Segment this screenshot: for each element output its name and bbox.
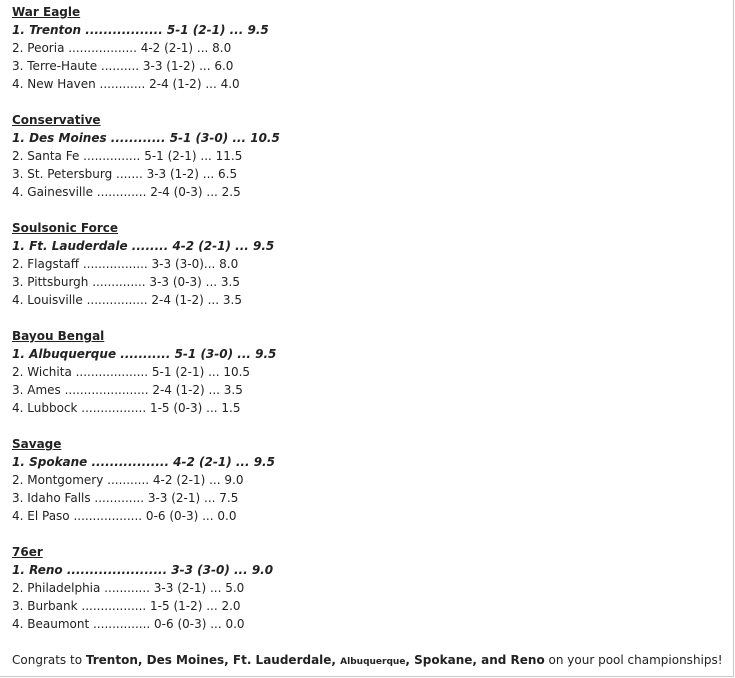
congrats-message bbox=[12, 651, 727, 669]
standing-row: 2. Philadelphia ............ 3-3 (2-1) ... 5.0 bbox=[12, 581, 245, 595]
standing-row: 3. Ames ...................... 2-4 (1-2) ... 3.5 bbox=[12, 383, 243, 397]
standing-row: 4. Gainesville ............. 2-4 (0-3) ... 2.5 bbox=[12, 185, 241, 199]
standing-row-winner: 1. Albuquerque ........... 5-1 (3-0) ... 9.5 bbox=[12, 347, 277, 361]
standing-row: 4. New Haven ............ 2-4 (1-2) ... 4.0 bbox=[12, 77, 240, 91]
pool-title: 76er bbox=[12, 545, 43, 559]
standing-row: 3. St. Petersburg ....... 3-3 (1-2) ... 6.5 bbox=[12, 167, 238, 181]
standing-row: 2. Santa Fe ............... 5-1 (2-1) ... 11.5 bbox=[12, 149, 243, 163]
congrats-tail: on your pool championships! bbox=[544, 653, 723, 667]
standing-row: 4. Beaumont ............... 0-6 (0-3) ... 0.0 bbox=[12, 617, 245, 631]
standing-row-winner: 1. Spokane ................. 4-2 (2-1) ... 9.5 bbox=[12, 455, 275, 469]
standing-row: 3. Burbank ................. 1-5 (1-2) ... 2.0 bbox=[12, 599, 241, 613]
pool-title: Bayou Bengal bbox=[12, 329, 105, 343]
standing-row: 4. Lubbock ................. 1-5 (0-3) ... 1.5 bbox=[12, 401, 241, 415]
pool-conservative bbox=[12, 111, 727, 219]
standings-content bbox=[12, 3, 727, 669]
champion-names: Trenton, Des Moines, Ft. Lauderdale, bbox=[85, 653, 341, 667]
standing-row: 2. Peoria .................. 4-2 (2-1) ... 8.0 bbox=[12, 41, 232, 55]
standing-row: 3. Idaho Falls ............. 3-3 (2-1) ... 7.5 bbox=[12, 491, 239, 505]
spacer bbox=[12, 309, 727, 327]
standing-row: 2. Wichita ................... 5-1 (2-1) ... 10.5 bbox=[12, 365, 251, 379]
pool-title: Soulsonic Force bbox=[12, 221, 119, 235]
standing-row-winner: 1. Des Moines ............ 5-1 (3-0) ... 10.5 bbox=[12, 131, 280, 145]
pool-soulsonic-force bbox=[12, 219, 727, 327]
pool-76er bbox=[12, 543, 727, 651]
standing-row: 3. Pittsburgh .............. 3-3 (0-3) ... 3.5 bbox=[12, 275, 240, 289]
pool-title: Savage bbox=[12, 437, 62, 451]
standing-row-winner: 1. Trenton ................. 5-1 (2-1) ... 9.5 bbox=[12, 23, 269, 37]
standing-row: 3. Terre-Haute .......... 3-3 (1-2) ... 6.0 bbox=[12, 59, 234, 73]
congrats-lead: Congrats to bbox=[12, 653, 86, 667]
spacer bbox=[12, 525, 727, 543]
standing-row: 4. Louisville ................ 2-4 (1-2) ... 3.5 bbox=[12, 293, 242, 307]
spacer bbox=[12, 633, 727, 651]
standing-row: 2. Montgomery ........... 4-2 (2-1) ... 9.0 bbox=[12, 473, 244, 487]
pool-title: War Eagle bbox=[12, 5, 81, 19]
pool-war-eagle bbox=[12, 3, 727, 111]
spacer bbox=[12, 93, 727, 111]
spacer bbox=[12, 201, 727, 219]
champion-names-rest: , Spokane, and Reno bbox=[405, 653, 545, 667]
pool-bayou-bengal bbox=[12, 327, 727, 435]
pool-savage bbox=[12, 435, 727, 543]
spacer bbox=[12, 417, 727, 435]
champion-name-small: Albuquerque bbox=[340, 657, 406, 667]
standing-row-winner: 1. Ft. Lauderdale ........ 4-2 (2-1) ... 9.5 bbox=[12, 239, 275, 253]
standing-row: 2. Flagstaff ................. 3-3 (3-0)... 8.0 bbox=[12, 257, 239, 271]
standing-row: 4. El Paso .................. 0-6 (0-3) ... 0.0 bbox=[12, 509, 237, 523]
standing-row-winner: 1. Reno ...................... 3-3 (3-0) ... 9.0 bbox=[12, 563, 274, 577]
pool-title: Conservative bbox=[12, 113, 101, 127]
